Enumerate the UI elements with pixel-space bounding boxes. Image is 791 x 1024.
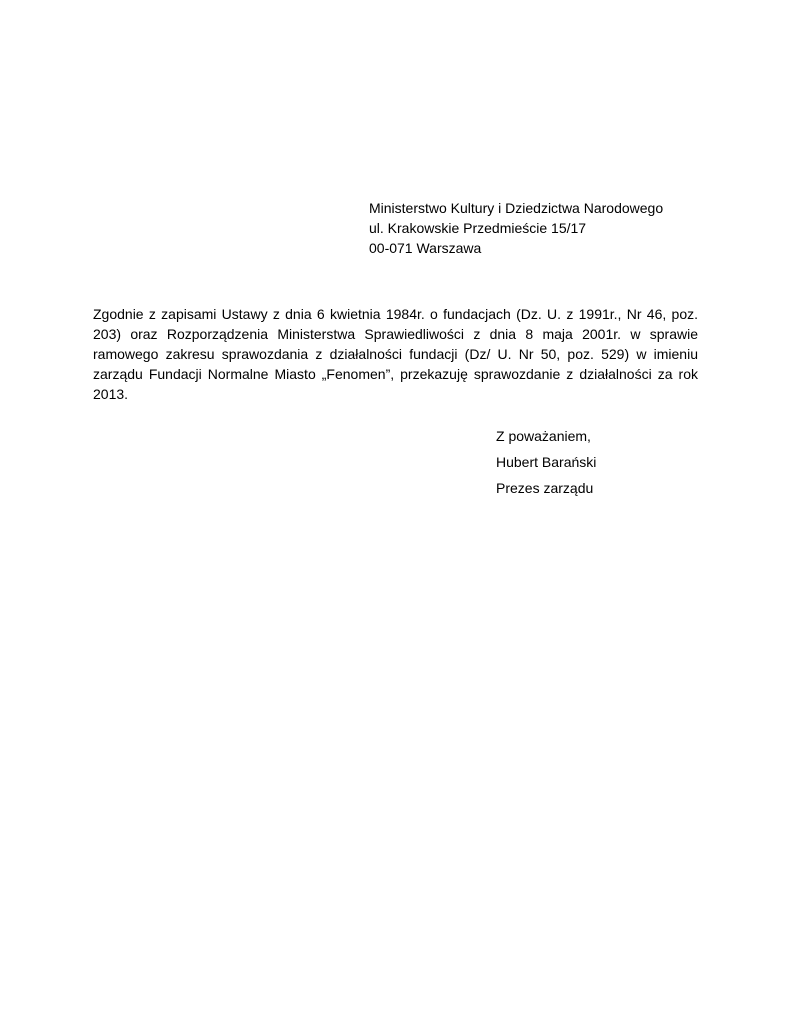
recipient-city: 00-071 Warszawa: [369, 240, 482, 256]
letter-body-paragraph: Zgodnie z zapisami Ustawy z dnia 6 kwietnia 1984r. o fundacjach (Dz. U. z 1991r., Nr 46, poz. 203) oraz Rozporządzenia Ministerstwa Sprawiedliwości z dnia 8 maja 2001r. w sprawie ramowego zakresu sprawozdania z działalności fundacji (Dz/ U. Nr 50, poz. 529) w imieniu zarządu Fundacji Normalne Miasto „Fenomen”, przekazuję sprawozdanie z działalności za rok 2013.: [93, 306, 698, 402]
recipient-name: Ministerstwo Kultury i Dziedzictwa Narodowego: [369, 200, 664, 216]
recipient-street: ul. Krakowskie Przedmieście 15/17: [369, 220, 587, 236]
signatory-title: Prezes zarządu: [496, 480, 594, 496]
closing-salutation: Z poważaniem,: [496, 428, 591, 444]
letter-closing: [496, 426, 596, 504]
signatory-name: Hubert Barański: [496, 454, 597, 470]
recipient-address: [369, 198, 663, 258]
